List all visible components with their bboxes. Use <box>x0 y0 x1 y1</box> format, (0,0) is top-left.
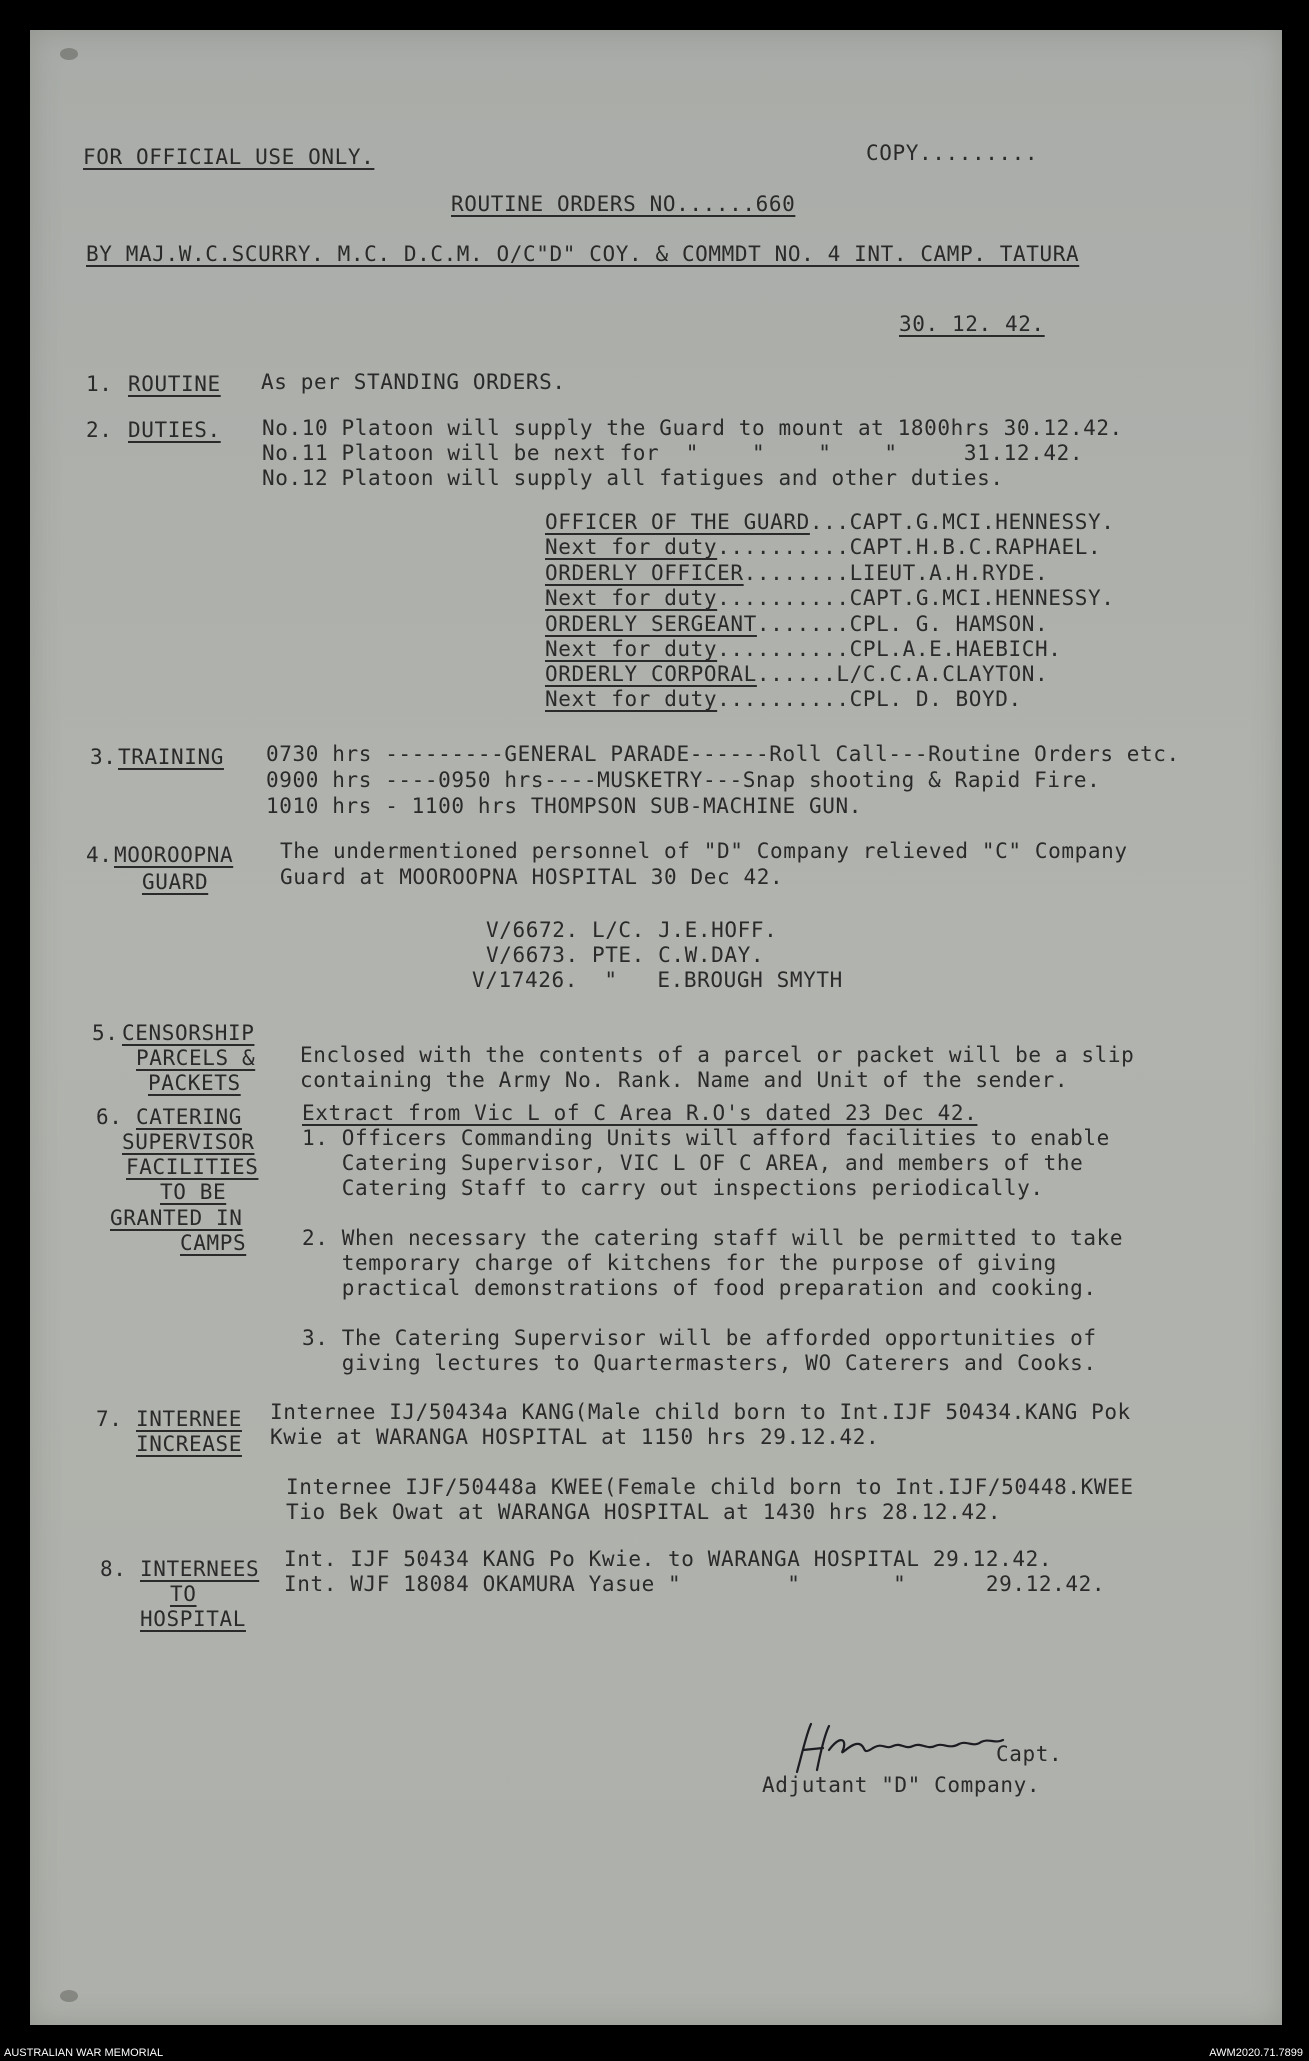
roster-leader: .......... <box>717 586 850 610</box>
roster-leader: ...... <box>756 662 837 686</box>
handwritten-signature <box>789 1720 1014 1775</box>
section-7-heading: INTERNEE <box>136 1407 242 1431</box>
roster-name: L/C.C.A.CLAYTON. <box>836 662 1049 686</box>
roster-name: LIEUT.A.H.RYDE. <box>849 561 1049 585</box>
catering-paragraph-2: temporary charge of kitchens for the purpose of giving <box>302 1251 1057 1275</box>
personnel-entry: V/6672. L/C. J.E.HOFF. <box>486 918 778 942</box>
duties-line: No.10 Platoon will supply the Guard to mount at 1800hrs 30.12.42. <box>262 416 1123 440</box>
section-8-heading: HOSPITAL <box>140 1607 246 1631</box>
roster-name: CPL. D. BOYD. <box>849 687 1022 711</box>
catering-paragraph-3: 3. The Catering Supervisor will be afforded opportunities of <box>302 1326 1097 1350</box>
section-1-number: 1. <box>86 372 113 396</box>
hospital-line: Int. IJF 50434 KANG Po Kwie. to WARANGA HOSPITAL 29.12.42. <box>284 1547 1053 1571</box>
internee-line: Internee IJ/50434a KANG(Male child born to Int.IJF 50434.KANG Pok <box>270 1400 1131 1424</box>
section-3-number: 3. <box>90 745 117 769</box>
document-title: ROUTINE ORDERS NO......660 <box>451 192 796 216</box>
roster-leader: ... <box>809 510 850 534</box>
catering-paragraph-1: Catering Staff to carry out inspections periodically. <box>302 1176 1044 1200</box>
section-5-heading: CENSORSHIP <box>122 1021 255 1045</box>
section-8-heading: INTERNEES <box>140 1557 260 1581</box>
catering-paragraph-1: Catering Supervisor, VIC L OF C AREA, and members of the <box>302 1151 1084 1175</box>
section-6-heading: FACILITIES <box>126 1155 259 1179</box>
roster-row <box>545 561 1048 585</box>
section-4-number: 4. <box>86 843 113 867</box>
roster-leader: ........ <box>743 561 850 585</box>
roster-role: Next for duty <box>545 687 718 711</box>
roster-row <box>545 612 1048 636</box>
roster-role: ORDERLY CORPORAL <box>545 662 757 686</box>
section-5-number: 5. <box>92 1021 119 1045</box>
roster-row <box>545 662 1048 686</box>
internee-line: Tio Bek Owat at WARANGA HOSPITAL at 1430 hrs 28.12.42. <box>286 1500 1002 1524</box>
internee-line: Internee IJF/50448a KWEE(Female child born to Int.IJF/50448.KWEE <box>286 1475 1134 1499</box>
section-1-heading: ROUTINE <box>128 372 221 396</box>
catering-paragraph-1: 1. Officers Commanding Units will afford facilities to enable <box>302 1126 1110 1150</box>
copy-line: COPY......... <box>866 141 1039 165</box>
internee-line: Kwie at WARANGA HOSPITAL at 1150 hrs 29.12.42. <box>270 1425 880 1449</box>
pin-hole <box>60 1990 78 2002</box>
section-2-number: 2. <box>86 418 113 442</box>
roster-name: CAPT.G.MCI.HENNESSY. <box>849 510 1115 534</box>
section-6-heading: CATERING <box>136 1105 242 1129</box>
section-7-number: 7. <box>96 1407 123 1431</box>
roster-name: CAPT.H.B.C.RAPHAEL. <box>849 535 1102 559</box>
section-6-heading: GRANTED IN <box>110 1206 243 1230</box>
roster-row <box>545 687 1022 711</box>
roster-role: Next for duty <box>545 535 718 559</box>
roster-row <box>545 535 1101 559</box>
censorship-line: containing the Army No. Rank. Name and Unit of the sender. <box>300 1068 1069 1092</box>
personnel-entry: V/17426. " E.BROUGH SMYTH <box>472 968 843 992</box>
section-8-heading: TO <box>170 1582 197 1606</box>
section-7-heading: INCREASE <box>136 1432 242 1456</box>
footer-institution: AUSTRALIAN WAR MEMORIAL <box>4 2047 164 2059</box>
censorship-line: Enclosed with the contents of a parcel or packet will be a slip <box>300 1043 1135 1067</box>
roster-role: OFFICER OF THE GUARD <box>545 510 810 534</box>
section-6-number: 6. <box>96 1105 123 1129</box>
training-line: 1010 hrs - 1100 hrs THOMPSON SUB-MACHINE GUN. <box>266 794 862 818</box>
pin-hole <box>60 48 78 60</box>
section-8-number: 8. <box>100 1557 127 1581</box>
roster-name: CAPT.G.MCI.HENNESSY. <box>849 586 1115 610</box>
section-1-text: As per STANDING ORDERS. <box>261 370 566 394</box>
catering-paragraph-2: 2. When necessary the catering staff will be permitted to take <box>302 1226 1124 1250</box>
duties-line: No.12 Platoon will supply all fatigues and other duties. <box>262 466 1004 490</box>
section-6-heading: SUPERVISOR <box>122 1130 255 1154</box>
section-6-heading: TO BE <box>160 1180 227 1204</box>
section-6-heading: CAMPS <box>180 1231 247 1255</box>
document-sheet <box>30 30 1282 2025</box>
section-4-heading: MOOROOPNA <box>114 843 234 867</box>
roster-role: Next for duty <box>545 586 718 610</box>
hospital-line: Int. WJF 18084 OKAMURA Yasue " " " 29.12.42. <box>284 1572 1106 1596</box>
issued-by-line: BY MAJ.W.C.SCURRY. M.C. D.C.M. O/C"D" COY. & COMMDT NO. 4 INT. CAMP. TATURA <box>86 242 1080 266</box>
roster-name: CPL.A.E.HAEBICH. <box>849 637 1062 661</box>
roster-role: ORDERLY OFFICER <box>545 561 744 585</box>
catering-paragraph-2: practical demonstrations of food preparation and cooking. <box>302 1276 1097 1300</box>
roster-name: CPL. G. HAMSON. <box>849 612 1049 636</box>
official-use-line: FOR OFFICIAL USE ONLY. <box>83 145 375 169</box>
duties-line: No.11 Platoon will be next for " " " " 31.12.42. <box>262 441 1084 465</box>
section-5-heading: PARCELS & <box>136 1046 256 1070</box>
footer-accession-number: AWM2020.71.7899 <box>1209 2047 1303 2059</box>
section-4-heading: GUARD <box>142 870 209 894</box>
training-line: 0900 hrs ----0950 hrs----MUSKETRY---Snap shooting & Rapid Fire. <box>266 768 1101 792</box>
roster-role: Next for duty <box>545 637 718 661</box>
signoff-title: Adjutant "D" Company. <box>762 1773 1041 1797</box>
document-date: 30. 12. 42. <box>899 312 1045 336</box>
section-5-heading: PACKETS <box>148 1071 241 1095</box>
roster-role: ORDERLY SERGEANT <box>545 612 757 636</box>
personnel-entry: V/6673. PTE. C.W.DAY. <box>486 943 765 967</box>
section-3-heading: TRAINING <box>118 745 224 769</box>
roster-leader: .......... <box>717 637 850 661</box>
guard-line: Guard at MOOROOPNA HOSPITAL 30 Dec 42. <box>280 865 784 889</box>
section-2-heading: DUTIES. <box>128 418 221 442</box>
roster-row <box>545 510 1114 534</box>
roster-leader: .......... <box>717 687 850 711</box>
extract-heading: Extract from Vic L of C Area R.O's dated 23 Dec 42. <box>302 1101 978 1125</box>
roster-leader: ....... <box>756 612 850 636</box>
signoff-rank: Capt. <box>996 1742 1063 1766</box>
roster-row <box>545 637 1062 661</box>
guard-line: The undermentioned personnel of "D" Company relieved "C" Company <box>280 839 1128 863</box>
roster-row <box>545 586 1114 610</box>
training-line: 0730 hrs ---------GENERAL PARADE------Roll Call---Routine Orders etc. <box>266 742 1180 766</box>
catering-paragraph-3: giving lectures to Quartermasters, WO Caterers and Cooks. <box>302 1351 1097 1375</box>
roster-leader: .......... <box>717 535 850 559</box>
